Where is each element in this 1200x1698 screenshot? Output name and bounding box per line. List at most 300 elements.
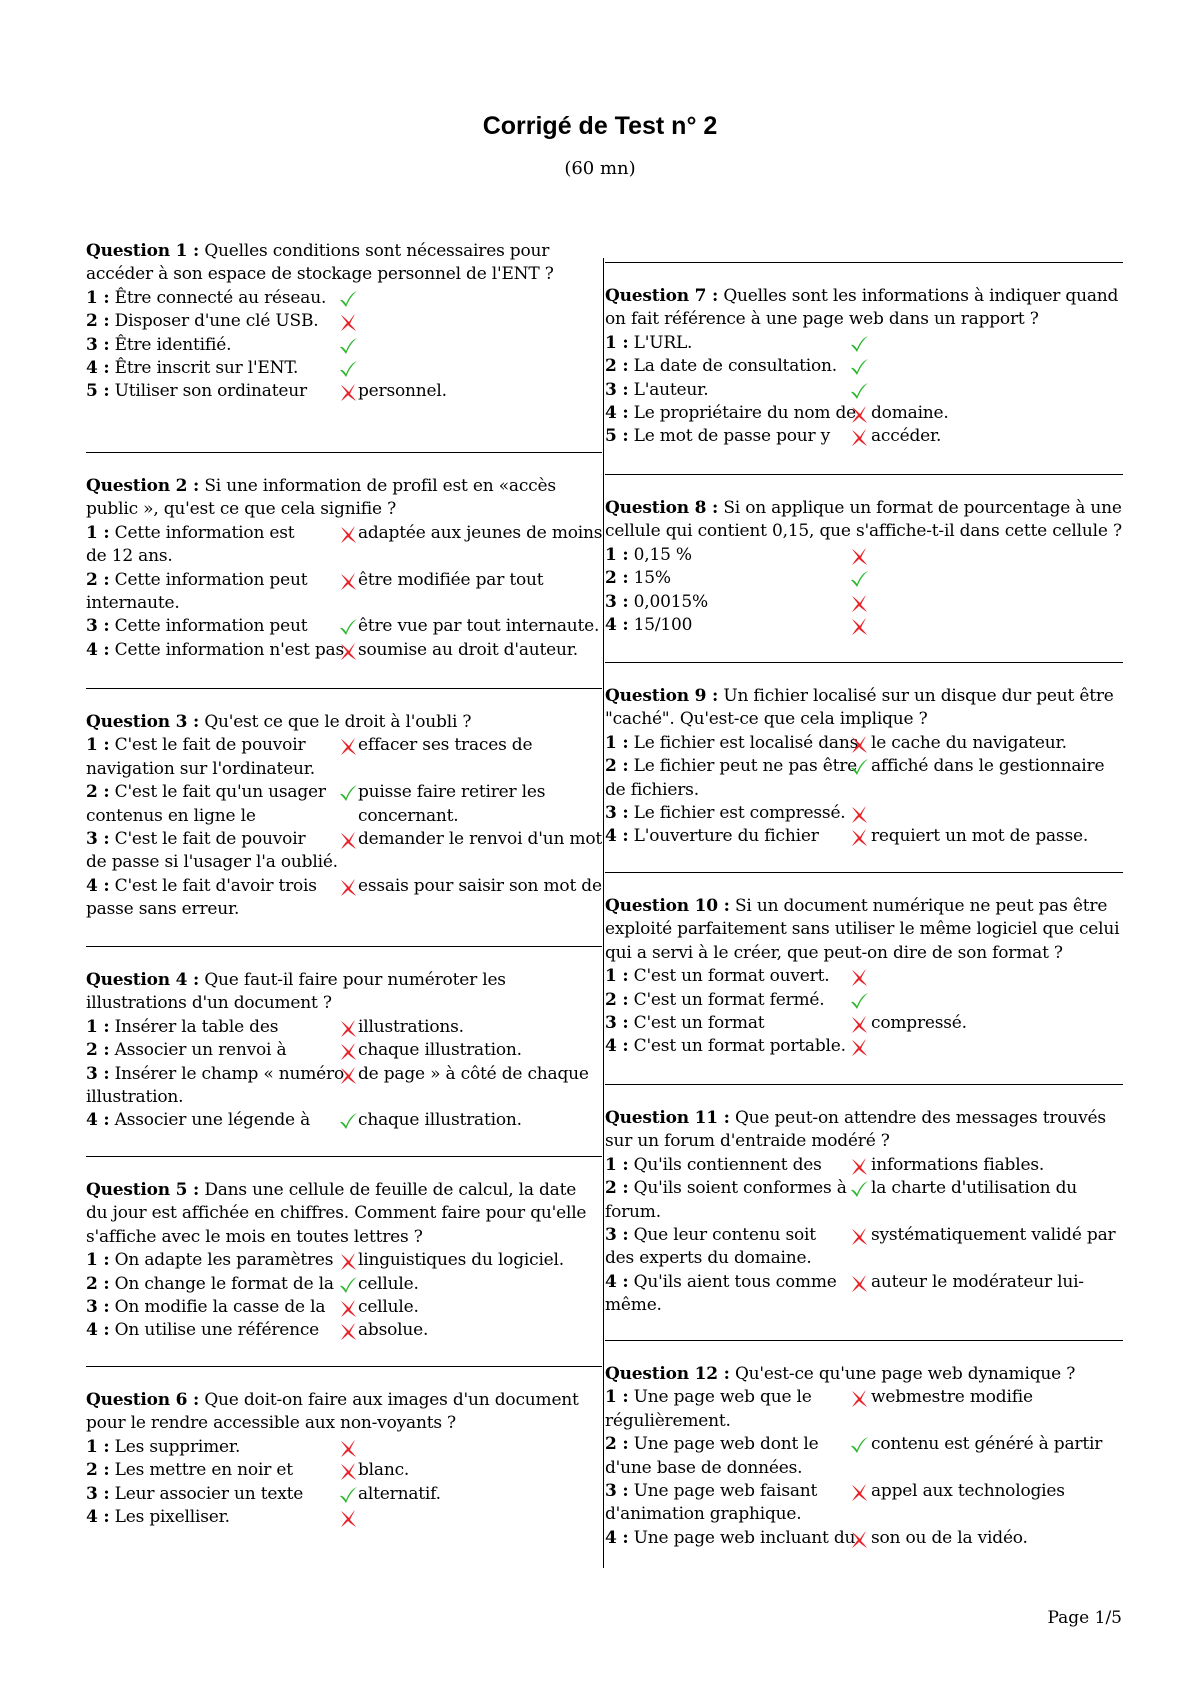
question-label: Question 9 :	[605, 686, 719, 706]
answer-option	[86, 1506, 602, 1529]
answer-option	[605, 732, 1123, 755]
answer-option	[605, 332, 1123, 355]
wrong-cross-icon	[849, 1388, 869, 1408]
page-number: Page 1/5	[1047, 1608, 1122, 1628]
answer-number: 1 :	[605, 1387, 629, 1408]
answer-text: Disposer d'une clé USB.	[114, 311, 319, 332]
answer-number: 5 :	[86, 381, 110, 402]
answer-number: 2 :	[605, 756, 629, 777]
answer-number: 1 :	[86, 735, 110, 756]
answer-option	[605, 1177, 1123, 1224]
answer-number: 4 :	[86, 1507, 110, 1528]
answer-number: 4 :	[86, 1110, 110, 1131]
answer-text-continued: la charte d'utilisation du	[871, 1178, 1077, 1199]
answer-number: 2 :	[605, 1178, 629, 1199]
correct-check-icon	[849, 1179, 869, 1199]
answer-text-continued: adaptée aux jeunes de moins	[358, 522, 603, 543]
question-label: Question 10 :	[605, 896, 730, 916]
answer-text: C'est le fait qu'un usager	[114, 782, 326, 803]
answer-text-continued: informations fiables.	[871, 1154, 1045, 1175]
answer-option	[86, 310, 602, 333]
answer-option	[86, 522, 602, 569]
answer-number: 4 :	[605, 826, 629, 847]
correct-check-icon	[849, 569, 869, 589]
answer-text: Être identifié.	[114, 334, 232, 355]
question-separator	[86, 688, 602, 689]
correct-check-icon	[338, 1111, 358, 1131]
answer-wrap-line: internaute.	[86, 593, 180, 614]
answer-number: 4 :	[86, 639, 110, 660]
answer-text-continued: contenu est généré à partir	[871, 1434, 1103, 1455]
answer-number: 2 :	[605, 1434, 629, 1455]
question-prompt: Dans une cellule de feuille de calcul, la date du jour est affichée en chiffres. Comment faire pour qu'elle s'affiche avec le mois en toutes lettres ?	[86, 1180, 587, 1247]
answer-number: 3 :	[86, 829, 110, 850]
answer-text: L'auteur.	[633, 379, 709, 400]
answer-text: Une page web faisant	[633, 1481, 818, 1502]
correct-check-icon	[849, 357, 869, 377]
answer-text: C'est un format portable.	[633, 1036, 846, 1057]
answer-number: 3 :	[86, 334, 110, 355]
answer-number: 2 :	[605, 989, 629, 1010]
question-text	[605, 895, 1123, 965]
question-block-9	[605, 662, 1123, 849]
answer-text: Associer une légende à	[114, 1110, 310, 1131]
answer-text: Une page web que le	[633, 1387, 812, 1408]
wrong-cross-icon	[849, 967, 869, 987]
answer-number: 3 :	[86, 1297, 110, 1318]
wrong-cross-icon	[849, 1482, 869, 1502]
answer-text-continued: essais pour saisir son mot de	[358, 875, 602, 896]
answer-number: 3 :	[605, 591, 629, 612]
wrong-cross-icon	[849, 404, 869, 424]
question-separator	[605, 662, 1123, 663]
answer-text-continued: domaine.	[871, 403, 949, 424]
question-text	[86, 240, 602, 287]
page-subtitle: (60 mn)	[564, 158, 636, 179]
answer-option	[605, 802, 1123, 825]
answer-option	[86, 357, 602, 380]
correct-check-icon	[338, 336, 358, 356]
answer-wrap-line: passe sans erreur.	[86, 899, 240, 920]
answer-text: Associer un renvoi à	[114, 1040, 287, 1061]
answer-text: Qu'ils aient tous comme	[633, 1271, 837, 1292]
answer-number: 2 :	[86, 1460, 110, 1481]
answer-text-continued: le cache du navigateur.	[871, 732, 1067, 753]
wrong-cross-icon	[338, 1298, 358, 1318]
answer-text-continued: illustrations.	[358, 1016, 464, 1037]
question-label: Question 11 :	[605, 1108, 730, 1128]
wrong-cross-icon	[338, 382, 358, 402]
column-divider	[603, 258, 604, 1568]
answer-text: 15%	[633, 568, 671, 589]
question-prompt: Quelles conditions sont nécessaires pour accéder à son espace de stockage personnel de l'ENT ?	[86, 241, 554, 285]
answer-text: Que leur contenu soit	[633, 1225, 816, 1246]
answer-number: 4 :	[86, 1320, 110, 1341]
answer-text: 15/100	[633, 615, 693, 636]
answer-option	[605, 614, 1123, 637]
correct-check-icon	[849, 381, 869, 401]
answer-number: 1 :	[86, 1250, 110, 1271]
answer-wrap-line: de 12 ans.	[86, 546, 173, 567]
answer-option	[86, 615, 602, 638]
answer-number: 1 :	[605, 732, 629, 753]
question-text	[605, 497, 1123, 544]
question-text	[86, 1179, 602, 1249]
answer-text: La date de consultation.	[633, 356, 837, 377]
question-block-8	[605, 474, 1123, 637]
question-prompt: Que doit-on faire aux images d'un document pour le rendre accessible aux non-voyants ?	[86, 1390, 579, 1434]
answer-text: C'est le fait de pouvoir	[114, 829, 306, 850]
wrong-cross-icon	[338, 641, 358, 661]
answer-text: C'est un format ouvert.	[633, 966, 830, 987]
correct-check-icon	[849, 757, 869, 777]
answer-option	[86, 380, 602, 403]
wrong-cross-icon	[338, 877, 358, 897]
question-block-6	[86, 1366, 602, 1529]
answer-text-continued: appel aux technologies	[871, 1481, 1065, 1502]
wrong-cross-icon	[849, 1226, 869, 1246]
answer-text-continued: compressé.	[871, 1013, 967, 1034]
answer-number: 4 :	[605, 1036, 629, 1057]
answer-number: 3 :	[86, 616, 110, 637]
answer-option	[86, 1483, 602, 1506]
answer-text: Le fichier peut ne pas être	[633, 756, 858, 777]
question-label: Question 8 :	[605, 498, 719, 518]
answer-option	[86, 875, 602, 922]
answer-number: 2 :	[86, 569, 110, 590]
answer-number: 1 :	[86, 287, 110, 308]
answer-option	[86, 1319, 602, 1342]
answer-text: Le fichier est compressé.	[633, 803, 846, 824]
answer-number: 1 :	[605, 332, 629, 353]
question-prompt: Si une information de profil est en «accès public », qu'est ce que cela signifie ?	[86, 476, 556, 520]
answer-number: 2 :	[86, 1040, 110, 1061]
question-label: Question 5 :	[86, 1180, 200, 1200]
answer-number: 3 :	[605, 379, 629, 400]
wrong-cross-icon	[849, 1529, 869, 1549]
answer-text: Cette information peut	[114, 616, 308, 637]
answer-text: Le propriétaire du nom de	[633, 403, 857, 424]
answer-text: Utiliser son ordinateur	[114, 381, 307, 402]
answer-number: 4 :	[605, 1527, 629, 1548]
wrong-cross-icon	[849, 427, 869, 447]
answer-text: 0,15 %	[633, 544, 692, 565]
answer-text: Les mettre en noir et	[114, 1460, 293, 1481]
answer-option	[605, 989, 1123, 1012]
answer-option	[605, 379, 1123, 402]
answer-text: Le fichier est localisé dans	[633, 732, 859, 753]
answer-wrap-line: régulièrement.	[605, 1410, 731, 1431]
question-block-7	[605, 262, 1123, 449]
answer-text-continued: cellule.	[358, 1273, 419, 1294]
question-separator	[86, 946, 602, 947]
wrong-cross-icon	[849, 546, 869, 566]
wrong-cross-icon	[338, 312, 358, 332]
correct-check-icon	[849, 334, 869, 354]
question-label: Question 6 :	[86, 1390, 200, 1410]
answer-wrap-line: de passe si l'usager l'a oublié.	[86, 852, 338, 873]
answer-text-continued: demander le renvoi d'un mot	[358, 829, 602, 850]
answer-option	[605, 544, 1123, 567]
answer-number: 3 :	[605, 1225, 629, 1246]
answer-option	[86, 828, 602, 875]
answer-text-continued: effacer ses traces de	[358, 735, 533, 756]
answer-text: On adapte les paramètres	[114, 1250, 334, 1271]
correct-check-icon	[338, 359, 358, 379]
answer-wrap-line: navigation sur l'ordinateur.	[86, 758, 315, 779]
question-separator	[605, 872, 1123, 873]
question-label: Question 3 :	[86, 712, 200, 732]
wrong-cross-icon	[338, 1251, 358, 1271]
answer-text: L'ouverture du fichier	[633, 826, 819, 847]
answer-option	[605, 567, 1123, 590]
answer-text-continued: webmestre modifie	[871, 1387, 1033, 1408]
wrong-cross-icon	[338, 1321, 358, 1341]
answer-wrap-line: même.	[605, 1295, 662, 1316]
answer-text-continued: affiché dans le gestionnaire	[871, 756, 1105, 777]
answer-option	[605, 1035, 1123, 1058]
question-prompt: Quelles sont les informations à indiquer quand on fait référence à une page web dans un rapport ?	[605, 286, 1119, 330]
answer-number: 1 :	[86, 1016, 110, 1037]
question-text	[605, 685, 1123, 732]
answer-option	[605, 425, 1123, 448]
answer-text-continued: systématiquement validé par	[871, 1225, 1116, 1246]
answer-text: On utilise une référence	[114, 1320, 320, 1341]
answer-option	[605, 965, 1123, 988]
question-block-11	[605, 1084, 1123, 1318]
answer-text: Cette information n'est pas	[114, 639, 344, 660]
page-title: Corrigé de Test n° 2	[482, 112, 718, 140]
question-separator	[605, 474, 1123, 475]
wrong-cross-icon	[338, 1065, 358, 1085]
answer-text: L'URL.	[633, 332, 693, 353]
answer-option	[605, 402, 1123, 425]
answer-text-continued: blanc.	[358, 1460, 410, 1481]
wrong-cross-icon	[849, 1014, 869, 1034]
answer-number: 1 :	[86, 1436, 110, 1457]
answer-number: 1 :	[605, 966, 629, 987]
wrong-cross-icon	[849, 827, 869, 847]
answer-text-continued: chaque illustration.	[358, 1040, 522, 1061]
answer-text-continued: être vue par tout internaute.	[358, 616, 600, 637]
answer-option	[605, 355, 1123, 378]
answer-option	[605, 1271, 1123, 1318]
answer-text-continued: de page » à côté de chaque	[358, 1063, 589, 1084]
correct-check-icon	[338, 617, 358, 637]
question-block-12	[605, 1340, 1123, 1550]
answer-text: Être connecté au réseau.	[114, 287, 327, 308]
wrong-cross-icon	[338, 1461, 358, 1481]
correct-check-icon	[338, 1275, 358, 1295]
question-text	[86, 475, 602, 522]
wrong-cross-icon	[849, 616, 869, 636]
answer-option	[86, 1273, 602, 1296]
answer-number: 3 :	[605, 1013, 629, 1034]
answer-text: 0,0015%	[633, 591, 708, 612]
answer-wrap-line: forum.	[605, 1201, 661, 1222]
question-block-2	[86, 452, 602, 662]
question-text	[86, 711, 602, 734]
question-block-4	[86, 946, 602, 1133]
answer-text: Cette information est	[114, 522, 295, 543]
answer-option	[86, 1249, 602, 1272]
answer-option	[605, 1527, 1123, 1550]
answer-text: Qu'ils contiennent des	[633, 1154, 822, 1175]
question-label: Question 2 :	[86, 476, 200, 496]
wrong-cross-icon	[338, 1508, 358, 1528]
answer-option	[86, 639, 602, 662]
question-prompt: Que peut-on attendre des messages trouvés sur un forum d'entraide modéré ?	[605, 1108, 1106, 1152]
answer-text: C'est le fait d'avoir trois	[114, 875, 317, 896]
answer-wrap-line: illustration.	[86, 1087, 184, 1108]
answer-text-continued: cellule.	[358, 1297, 419, 1318]
answer-option	[605, 1154, 1123, 1177]
answer-number: 2 :	[86, 782, 110, 803]
answer-text-continued: linguistiques du logiciel.	[358, 1250, 564, 1271]
answer-text: Être inscrit sur l'ENT.	[114, 358, 299, 379]
question-text	[605, 285, 1123, 332]
question-block-10	[605, 872, 1123, 1059]
wrong-cross-icon	[338, 571, 358, 591]
wrong-cross-icon	[338, 1018, 358, 1038]
question-text	[86, 969, 602, 1016]
answer-option	[86, 1039, 602, 1062]
answer-option	[86, 1063, 602, 1110]
correct-check-icon	[849, 991, 869, 1011]
wrong-cross-icon	[849, 1273, 869, 1293]
answer-text-continued: auteur le modérateur lui-	[871, 1271, 1084, 1292]
answer-wrap-line: contenus en ligne le concernant.	[86, 805, 459, 826]
wrong-cross-icon	[338, 1438, 358, 1458]
question-prompt: Qu'est-ce qu'une page web dynamique ?	[729, 1364, 1076, 1384]
wrong-cross-icon	[849, 1156, 869, 1176]
question-prompt: Un fichier localisé sur un disque dur peut être "caché". Qu'est-ce que cela implique ?	[605, 686, 1114, 730]
answer-number: 3 :	[605, 803, 629, 824]
answer-text: Cette information peut	[114, 569, 308, 590]
question-separator	[605, 1084, 1123, 1085]
answer-option	[86, 569, 602, 616]
wrong-cross-icon	[849, 1037, 869, 1057]
answer-number: 3 :	[605, 1481, 629, 1502]
answer-text: C'est un format fermé.	[633, 989, 825, 1010]
answer-text: C'est un format	[633, 1013, 765, 1034]
answer-number: 2 :	[86, 311, 110, 332]
answer-option	[605, 825, 1123, 848]
wrong-cross-icon	[849, 593, 869, 613]
question-prompt: Si on applique un format de pourcentage à une cellule qui contient 0,15, que s'affiche-t-il dans cette cellule ?	[605, 498, 1122, 542]
wrong-cross-icon	[849, 734, 869, 754]
question-label: Question 7 :	[605, 286, 719, 306]
question-separator	[86, 1156, 602, 1157]
question-separator	[86, 452, 602, 453]
answer-text-continued: être modifiée par tout	[358, 569, 544, 590]
answer-text-continued: chaque illustration.	[358, 1110, 522, 1131]
answer-number: 1 :	[86, 522, 110, 543]
answer-number: 1 :	[605, 544, 629, 565]
answer-option	[605, 1012, 1123, 1035]
answer-text: C'est le fait de pouvoir	[114, 735, 306, 756]
question-text	[605, 1107, 1123, 1154]
answer-text: Qu'ils soient conformes à	[633, 1178, 847, 1199]
answer-text-continued: soumise au droit d'auteur.	[358, 639, 579, 660]
question-block-3	[86, 688, 602, 922]
answer-option	[86, 334, 602, 357]
answer-text-continued: absolue.	[358, 1320, 429, 1341]
answer-text-continued: puisse faire retirer les	[358, 782, 546, 803]
answer-text: Insérer la table des	[114, 1016, 279, 1037]
question-label: Question 12 :	[605, 1364, 730, 1384]
answer-number: 2 :	[86, 1273, 110, 1294]
answer-text-continued: alternatif.	[358, 1483, 441, 1504]
answer-wrap-line: de fichiers.	[605, 779, 699, 800]
answer-number: 4 :	[605, 1271, 629, 1292]
answer-option	[86, 781, 602, 828]
correct-check-icon	[338, 783, 358, 803]
question-prompt: Que faut-il faire pour numéroter les illustrations d'un document ?	[86, 970, 506, 1014]
question-separator	[605, 1340, 1123, 1341]
question-text	[86, 1389, 602, 1436]
correct-check-icon	[338, 289, 358, 309]
answer-option	[86, 1109, 602, 1132]
wrong-cross-icon	[338, 524, 358, 544]
wrong-cross-icon	[849, 804, 869, 824]
answer-number: 5 :	[605, 426, 629, 447]
answer-number: 4 :	[605, 615, 629, 636]
answer-number: 3 :	[86, 1483, 110, 1504]
answer-text: On modifie la casse de la	[114, 1297, 326, 1318]
answer-text-continued: requiert un mot de passe.	[871, 826, 1089, 847]
answer-option	[86, 1016, 602, 1039]
correct-check-icon	[849, 1435, 869, 1455]
answer-wrap-line: d'une base de données.	[605, 1457, 803, 1478]
answer-text: Leur associer un texte	[114, 1483, 304, 1504]
answer-number: 2 :	[605, 356, 629, 377]
answer-option	[605, 1224, 1123, 1271]
question-prompt: Qu'est ce que le droit à l'oubli ?	[199, 712, 472, 732]
wrong-cross-icon	[338, 1041, 358, 1061]
answer-text: Les supprimer.	[114, 1436, 241, 1457]
question-block-5	[86, 1156, 602, 1343]
question-prompt: Si un document numérique ne peut pas être exploité parfaitement sans utiliser le même logiciel que celui qui a servi à le créer, que peut-on dire de son format ?	[605, 896, 1120, 963]
answer-number: 1 :	[605, 1154, 629, 1175]
answer-text-continued: personnel.	[358, 381, 447, 402]
answer-option	[86, 287, 602, 310]
wrong-cross-icon	[338, 830, 358, 850]
answer-text: On change le format de la	[114, 1273, 334, 1294]
answer-text-continued: son ou de la vidéo.	[871, 1527, 1028, 1548]
question-separator	[86, 1366, 602, 1367]
answer-option	[86, 734, 602, 781]
answer-option	[605, 591, 1123, 614]
answer-text: Insérer le champ « numéro	[114, 1063, 344, 1084]
wrong-cross-icon	[338, 736, 358, 756]
answer-number: 4 :	[605, 403, 629, 424]
answer-wrap-line: des experts du domaine.	[605, 1248, 812, 1269]
answer-number: 2 :	[605, 568, 629, 589]
answer-option	[605, 755, 1123, 802]
answer-text: Les pixelliser.	[114, 1507, 230, 1528]
answer-option	[605, 1386, 1123, 1433]
answer-wrap-line: d'animation graphique.	[605, 1504, 802, 1525]
answer-text: Une page web incluant du	[633, 1527, 856, 1548]
question-label: Question 1 :	[86, 241, 200, 261]
answer-option	[86, 1436, 602, 1459]
answer-option	[86, 1296, 602, 1319]
answer-option	[86, 1459, 602, 1482]
answer-text-continued: accéder.	[871, 426, 942, 447]
correct-check-icon	[338, 1485, 358, 1505]
answer-number: 3 :	[86, 1063, 110, 1084]
